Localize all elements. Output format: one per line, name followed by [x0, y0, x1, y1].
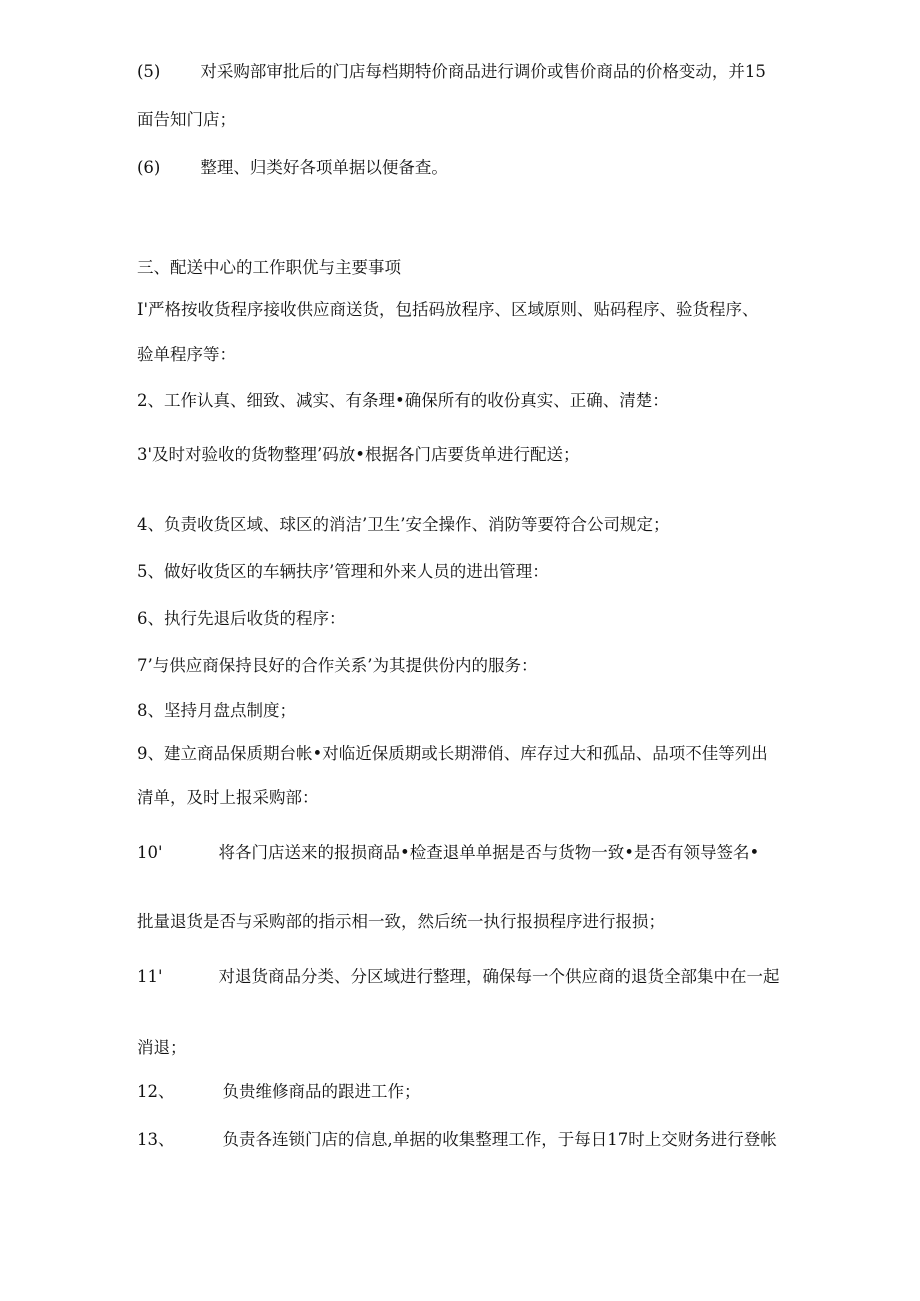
item-12: [137, 1081, 421, 1103]
item-9: 9、建立商品保质期台帐•对临近保质期或长期滞俏、库存过大和孤品、品项不佳等列出: [137, 744, 768, 763]
item-8: 8、坚持月盘点制度；: [137, 701, 296, 720]
item-3: 3'及时对验收的货物整理’码放•根据各门店要货单进行配送；: [137, 445, 580, 464]
item-9-continuation: 清单，及时上报采购部：: [137, 788, 319, 807]
item-5: [137, 61, 766, 83]
item-13-number: 13、: [137, 1130, 175, 1149]
item-5-text: 对采购部审批后的门店每档期特价商品进行调价或售价商品的价格变动，并15: [200, 62, 766, 81]
item-10: [137, 842, 759, 864]
item-5-number: (5): [137, 62, 161, 81]
item-5-continuation: 面告知门店；: [137, 110, 236, 129]
item-2: 2、工作认真、细致、减实、有条理•确保所有的收份真实、正确、清楚：: [137, 391, 669, 410]
item-10-text: 将各门店送来的报损商品•检查退单单据是否与货物一致•是否有领导签名•: [218, 843, 760, 862]
item-4: 4、负责收货区域、球区的消洁’卫生’安全操作、消防等要符合公司规定；: [137, 515, 670, 534]
item-11-text: 对退货商品分类、分区域进行整理，确保每一个供应商的退货全部集中在一起: [218, 967, 780, 986]
item-6-number: (6): [137, 158, 161, 177]
item-6-delivery: 6、执行先退后收货的程序：: [137, 609, 346, 628]
item-1-continuation: 验单程序等：: [137, 345, 236, 364]
item-11: [137, 966, 780, 988]
item-6: [137, 157, 448, 179]
section-3-heading: 三、配送中心的工作职优与主要事项: [137, 258, 401, 277]
item-1: I'严格按收货程序接收供应商送货，包括码放程序、区域原则、贴码程序、验货程序、: [137, 300, 759, 319]
item-13-text: 负责各连锁门店的信息,单据的收集整理工作，于每日17时上交财务进行登帐: [222, 1130, 777, 1149]
item-7: 7’与供应商保持艮好的合作关系’为其提供份内的服务：: [137, 656, 538, 675]
item-12-text: 负贵维修商品的跟进工作；: [222, 1082, 421, 1101]
item-5-delivery: 5、做好收货区的车辆扶序’管理和外来人员的进出管理：: [137, 562, 549, 581]
item-10-number: 10': [137, 843, 163, 862]
item-11-number: 11': [137, 967, 163, 986]
item-10-continuation: 批量退货是否与采购部的指示相一致，然后统一执行报损程序进行报损；: [137, 912, 665, 931]
item-13: [137, 1129, 777, 1151]
item-11-continuation: 消退；: [137, 1038, 187, 1057]
item-12-number: 12、: [137, 1082, 175, 1101]
item-6-text: 整理、归类好各项单据以便备查。: [200, 158, 448, 177]
